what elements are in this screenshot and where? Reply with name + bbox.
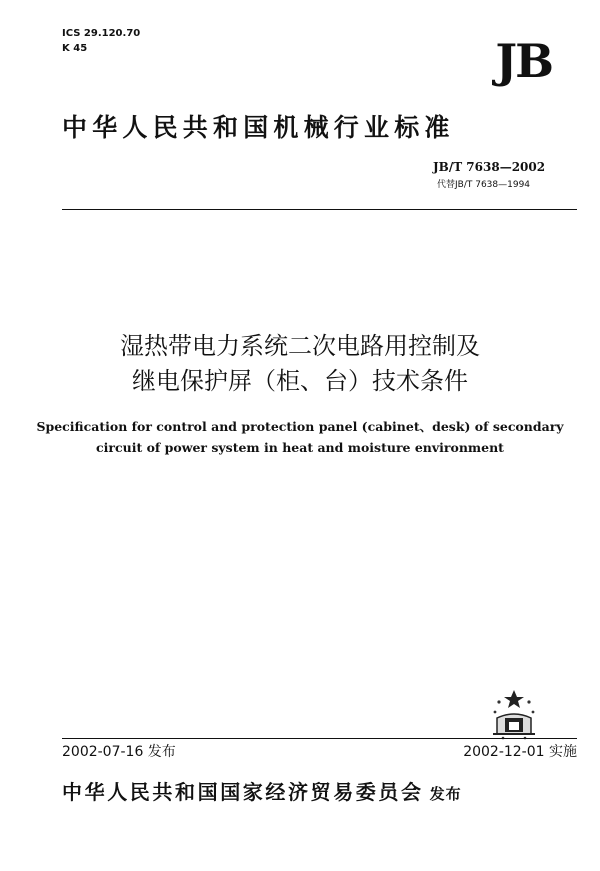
publisher-suffix: 发布 [429, 785, 462, 803]
top-divider [62, 209, 577, 210]
publisher [62, 776, 462, 805]
issue-date: 2002-07-16 发布 [62, 744, 176, 760]
publisher-name: 中华人民共和国国家经济贸易委员会 [62, 780, 424, 804]
jb-logo: JB [495, 34, 552, 88]
bottom-divider [62, 738, 577, 739]
ics-code: ICS 29.120.70 [62, 28, 141, 39]
title-en-line2: circuit of power system in heat and moisture environment [96, 440, 504, 455]
replaces-standard: 代替JB/T 7638—1994 [437, 180, 531, 190]
organization-title: 中华人民共和国机械行业标准 [62, 113, 455, 142]
title-en-line1: Specification for control and protection panel (cabinet、desk) of secondary [36, 419, 564, 434]
standard-number: JB/T 7638—2002 [433, 160, 546, 174]
title-cn-line2: 继电保护屏（柜、台）技术条件 [132, 367, 468, 395]
title-cn-line1: 湿热带电力系统二次电路用控制及 [120, 332, 480, 360]
emblem-icon [487, 688, 541, 744]
implementation-date: 2002-12-01 实施 [463, 744, 577, 760]
classification-code: K 45 [62, 43, 88, 54]
